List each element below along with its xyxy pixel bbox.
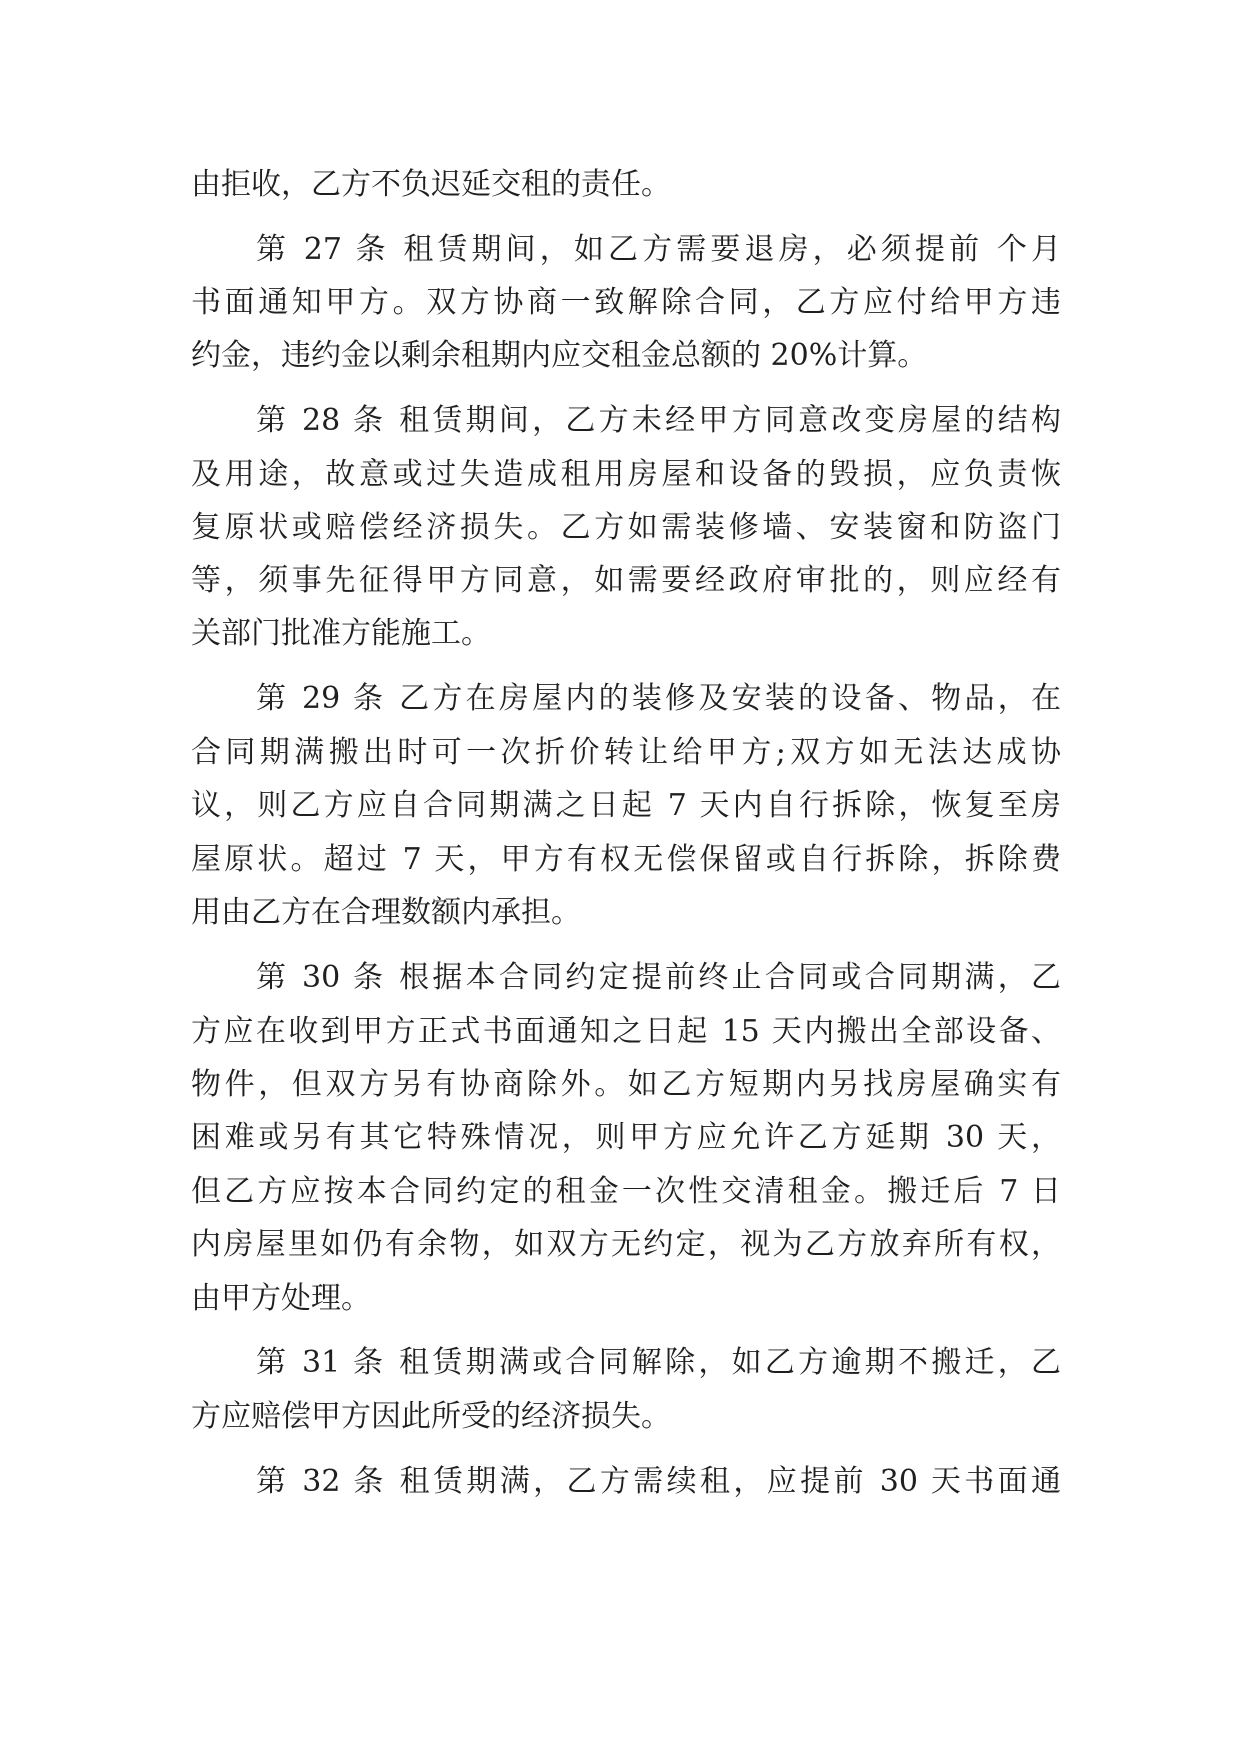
- text-line: 复原状或赔偿经济损失。乙方如需装修墙、安装窗和防盗门: [191, 510, 1061, 545]
- text-line: 由拒收，乙方不负迟延交租的责任。: [191, 167, 671, 202]
- text-line: 由甲方处理。: [191, 1281, 371, 1316]
- text-line: 合同期满搬出时可一次折价转让给甲方;双方如无法达成协: [191, 735, 1061, 770]
- text-line: 书面通知甲方。双方协商一致解除合同，乙方应付给甲方违: [191, 285, 1061, 320]
- text-line: 内房屋里如仍有余物，如双方无约定，视为乙方放弃所有权，: [191, 1227, 1061, 1262]
- text-line: 方应在收到甲方正式书面通知之日起 15 天内搬出全部设备、: [191, 1014, 1061, 1049]
- text-line: 等，须事先征得甲方同意，如需要经政府审批的，则应经有: [191, 563, 1061, 598]
- text-line: 关部门批准方能施工。: [191, 616, 491, 651]
- text-line: 约金，违约金以剩余租期内应交租金总额的 20%计算。: [191, 338, 928, 373]
- text-line: 用由乙方在合理数额内承担。: [191, 895, 581, 930]
- text-line: 但乙方应按本合同约定的租金一次性交清租金。搬迁后 7 日: [191, 1174, 1061, 1209]
- article-32-heading-line: 第 32 条 租赁期满，乙方需续租，应提前 30 天书面通: [256, 1464, 1061, 1499]
- article-28-heading-line: 第 28 条 租赁期间，乙方未经甲方同意改变房屋的结构: [256, 403, 1061, 438]
- text-line: 方应赔偿甲方因此所受的经济损失。: [191, 1399, 671, 1434]
- article-29-heading-line: 第 29 条 乙方在房屋内的装修及安装的设备、物品，在: [256, 681, 1061, 716]
- article-27-heading-line: 第 27 条 租赁期间，如乙方需要退房，必须提前 个月: [256, 232, 1061, 267]
- text-line: 屋原状。超过 7 天，甲方有权无偿保留或自行拆除，拆除费: [191, 842, 1061, 877]
- text-line: 及用途，故意或过失造成租用房屋和设备的毁损，应负责恢: [191, 457, 1061, 492]
- text-line: 物件，但双方另有协商除外。如乙方短期内另找房屋确实有: [191, 1067, 1061, 1102]
- article-30-heading-line: 第 30 条 根据本合同约定提前终止合同或合同期满，乙: [256, 960, 1061, 995]
- text-line: 议，则乙方应自合同期满之日起 7 天内自行拆除，恢复至房: [191, 788, 1061, 823]
- text-line: 困难或另有其它特殊情况，则甲方应允许乙方延期 30 天，: [191, 1120, 1061, 1155]
- article-31-heading-line: 第 31 条 租赁期满或合同解除，如乙方逾期不搬迁，乙: [256, 1345, 1061, 1380]
